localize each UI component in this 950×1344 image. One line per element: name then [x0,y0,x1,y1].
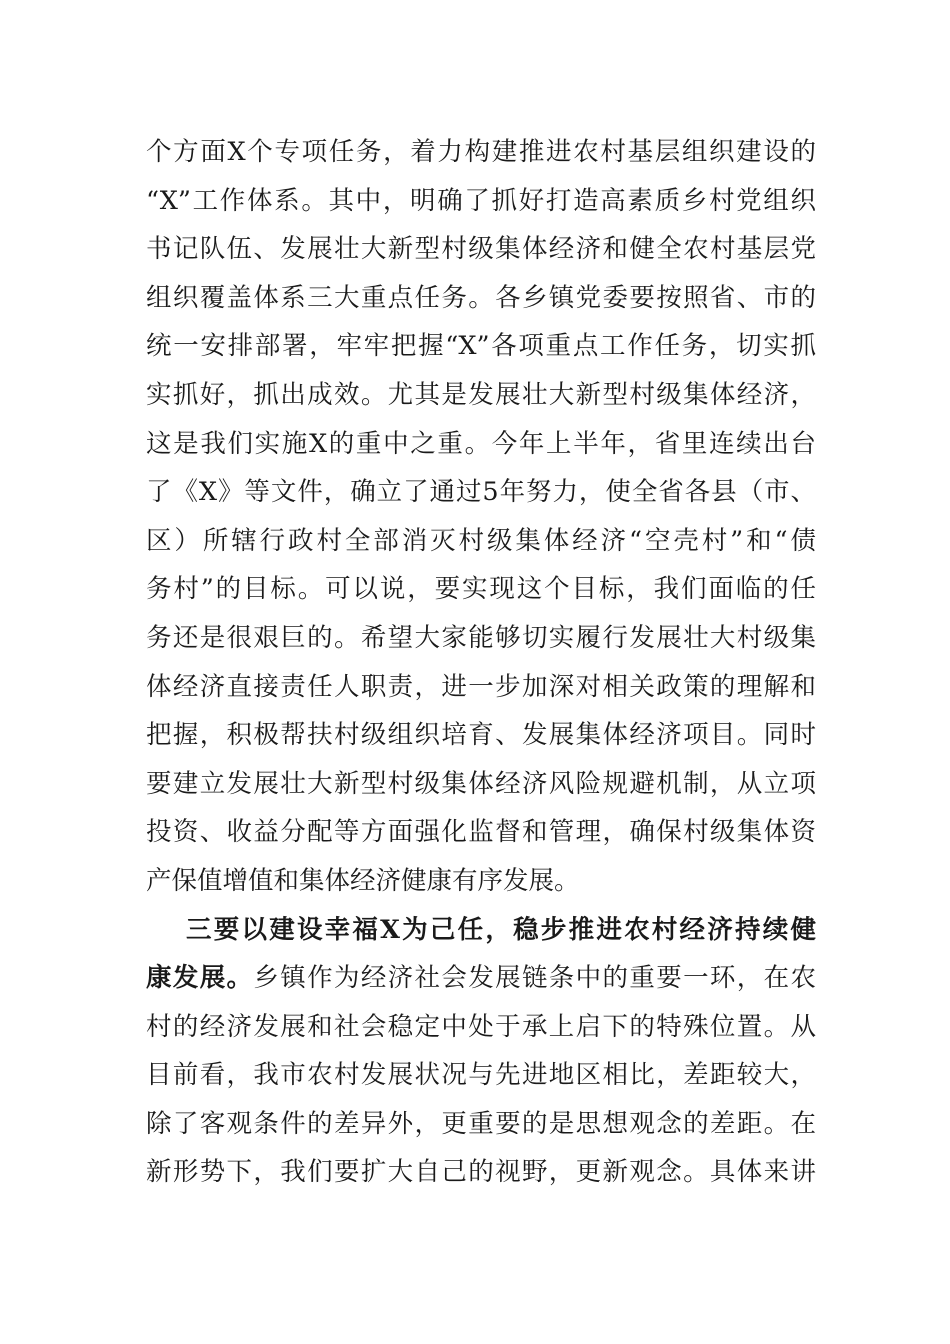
text-line: 务村”的目标。可以说，要实现这个目标，我们面临的任 [146,574,816,605]
text-line: “X”工作体系。其中，明确了抓好打造高素质乡村党组织 [146,185,816,216]
text-line: 这是我们实施X的重中之重。今年上半年，省里连续出台 [146,428,816,459]
text-line: 实抓好，抓出成效。尤其是发展壮大新型村级集体经济， [146,379,816,410]
text-line: 书记队伍、发展壮大新型村级集体经济和健全农村基层党 [146,234,816,265]
text-line: 投资、收益分配等方面强化监督和管理，确保村级集体资 [146,817,816,848]
text-line: 村的经济发展和社会稳定中处于承上启下的特殊位置。从 [146,1011,816,1042]
section-heading-end: 康发展。 [146,963,254,994]
text-line: 目前看，我市农村发展状况与先进地区相比，差距较大， [146,1060,816,1091]
text-line: 组织覆盖体系三大重点任务。各乡镇党委要按照省、市的 [146,282,816,313]
text-line: 务还是很艰巨的。希望大家能够切实履行发展壮大村级集 [146,622,816,653]
section-heading: 三要以建设幸福X为己任，稳步推进农村经济持续健 [186,914,816,945]
text-line: 把握，积极帮扶村级组织培育、发展集体经济项目。同时 [146,720,816,751]
text-line: 体经济直接责任人职责，进一步加深对相关政策的理解和 [146,671,816,702]
text-run: 乡镇作为经济社会发展链条中的重要一环，在农 [253,963,816,994]
text-line: 个方面X个专项任务，着力构建推进农村基层组织建设的 [146,137,816,167]
text-line: 统一安排部署，牢牢把握“X”各项重点工作任务，切实抓 [146,331,816,362]
text-line: 区）所辖行政村全部消灭村级集体经济“空壳村”和“债 [146,525,816,556]
text-line: 要建立发展壮大新型村级集体经济风险规避机制，从立项 [146,768,816,799]
text-line: 了《X》等文件，确立了通过5年努力，使全省各县（市、 [146,477,816,508]
text-line-mixed [146,954,816,1003]
body-text [146,128,816,1197]
text-line: 除了客观条件的差异外，更重要的是思想观念的差距。在 [146,1108,816,1139]
text-line: 新形势下，我们要扩大自己的视野，更新观念。具体来讲 [146,1157,816,1188]
text-line: 产保值增值和集体经济健康有序发展。 [146,865,580,896]
